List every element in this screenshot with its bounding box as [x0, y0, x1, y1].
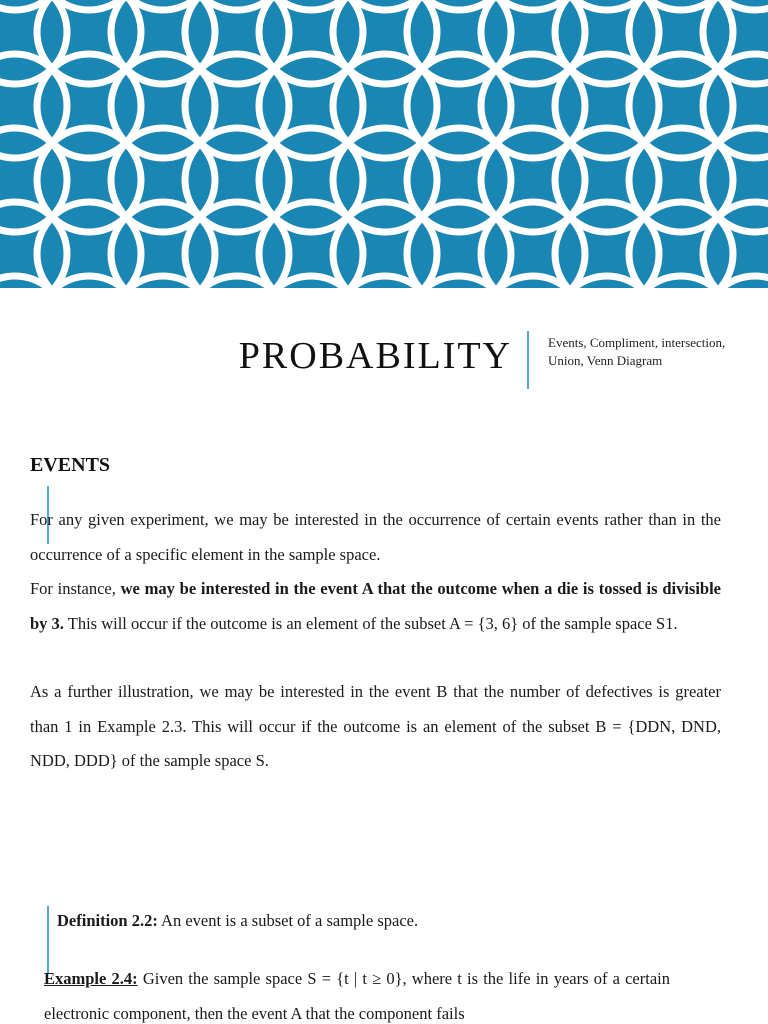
circle-lattice-pattern [0, 0, 768, 288]
definition-text: An event is a subset of a sample space. [157, 911, 419, 930]
paragraph-illustration: As a further illustration, we may be interested in the event B that the number of defectives is greater than 1 in Example 2.3. This will occur if the outcome is an element of the subset B = {DDN, DND, NDD, DDD} of the sample space S. [30, 682, 721, 770]
paragraph-instance-tail: This will occur if the outcome is an element of the subset A = {3, 6} of the sample space S1. [63, 613, 678, 633]
paragraph-intro: For any given experiment, we may be interested in the occurrence of certain events rather than in the occurrence of a specific element in the sample space. [30, 510, 721, 564]
example [44, 962, 670, 1024]
title-divider [527, 331, 529, 389]
definition [57, 911, 418, 931]
example-label: Example 2.4: [44, 969, 138, 988]
paragraph-instance [30, 572, 721, 641]
definition-label: Definition 2.2: [57, 911, 158, 930]
example-text: Given the sample space S = {t | t ≥ 0}, where t is the life in years of a certain electronic component, then the event A that the component fails [44, 969, 670, 1023]
slide-title: PROBABILITY [238, 335, 512, 377]
header-pattern-banner [0, 0, 768, 288]
paragraph-instance-lead: For instance, [30, 579, 121, 598]
slide-subtitle: Events, Compliment, intersection, Union, Venn Diagram [548, 335, 726, 368]
section-heading: EVENTS [30, 454, 111, 476]
paragraph-instance-bold: we may be interested in the event A that the outcome when a die is tossed is divisible by 3. [30, 579, 722, 633]
